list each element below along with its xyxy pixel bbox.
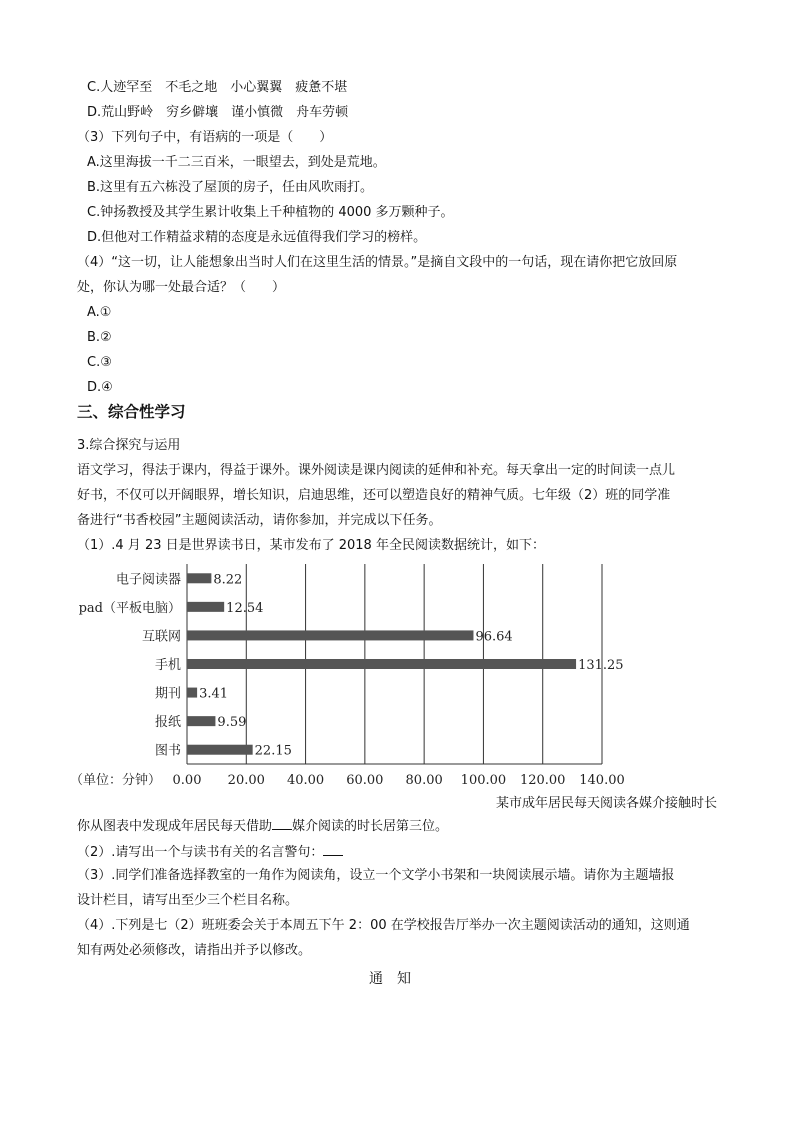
question-3-option-c: C.钟扬教授及其学生累计收集上千种植物的 4000 多万颗种子。 [87, 205, 454, 220]
reading-time-bar-chart [70, 562, 630, 792]
x-tick-label: 60.00 [346, 773, 384, 788]
question-4-line-2: 处，你认为哪一处最合适？（ ） [77, 280, 286, 295]
data-label: 3.41 [199, 686, 229, 702]
data-label: 96.64 [475, 629, 513, 645]
bar [187, 716, 215, 726]
answer-blank-2[interactable] [323, 843, 343, 856]
bar [187, 659, 576, 669]
data-label: 12.54 [226, 600, 264, 616]
bar [187, 602, 224, 612]
part-4-line-1: （4）.下列是七（2）班班委会关于本周五下午 2：00 在学校报告厅举办一次主题阅读活动的通知，这则通 [77, 918, 690, 933]
category-label: 报纸 [154, 715, 181, 731]
question-4-option-c: C.③ [87, 355, 112, 370]
bar [187, 573, 211, 583]
x-tick-label: 100.00 [460, 773, 507, 788]
option-d-line: D.荒山野岭 穷乡僻壤 谨小慎微 舟车劳顿 [87, 105, 349, 120]
unit-label: （单位：分钟） [70, 773, 162, 788]
question-4-option-d: D.④ [87, 380, 113, 395]
category-label: 手机 [154, 658, 181, 673]
data-label: 8.22 [213, 572, 243, 588]
notice-title: 通知 [369, 971, 425, 987]
x-tick-label: 20.00 [227, 773, 265, 788]
part-1-prompt: （1）.4 月 23 日是世界读书日，某市发布了 2018 年全民阅读数据统计，如下： [77, 538, 545, 553]
item-3-title: 3.综合探究与运用 [77, 438, 181, 453]
bar [187, 630, 473, 640]
part-3-line-2: 设计栏目，请写出至少三个栏目名称。 [77, 893, 299, 908]
chart-caption: 某市成年居民每天阅读各媒介接触时长 [495, 796, 717, 811]
option-c-line: C.人迹罕至 不毛之地 小心翼翼 疲惫不堪 [87, 80, 348, 95]
question-4-option-a: A.① [87, 305, 112, 320]
data-label: 131.25 [578, 658, 624, 673]
intro-line-2: 好书，不仅可以开阔眼界，增长知识，启迪思维，还可以塑造良好的精神气质。七年级（2）班的同学准 [77, 488, 671, 503]
question-3-option-a: A.这里海拔一千二三百米，一眼望去，到处是荒地。 [87, 155, 386, 170]
question-4-option-b: B.② [87, 330, 112, 345]
question-4-line-1: （4）“这一切，让人能想象出当时人们在这里生活的情景。”是摘自文段中的一句话，现在请你把它放回原 [77, 255, 678, 270]
bar [187, 688, 197, 698]
x-tick-label: 120.00 [519, 773, 566, 788]
question-3-option-b: B.这里有五六栋没了屋顶的房子，任由风吹雨打。 [87, 180, 374, 195]
part-2-text: （2）.请写出一个与读书有关的名言警句： [77, 845, 324, 860]
part-4-line-2: 知有两处必须修改，请指出并予以修改。 [77, 943, 312, 958]
part-3-line-1: （3）.同学们准备选择教室的一角作为阅读角，设立一个文学小书架和一块阅读展示墙。请你为主题墙报 [77, 868, 675, 883]
x-tick-label: 80.00 [405, 773, 443, 788]
x-tick-label: 0.00 [172, 773, 202, 788]
section-heading: 三、综合性学习 [77, 403, 186, 421]
question-3: （3）下列句子中，有语病的一项是（ ） [77, 130, 333, 145]
part-1-answer-text-b: 媒介阅读的时长居第三位。 [292, 819, 449, 834]
part-1-answer [77, 817, 448, 835]
category-label: 互联网 [141, 629, 181, 645]
x-tick-label: 140.00 [579, 773, 625, 788]
part-1-answer-text-a: 你从图表中发现成年居民每天借助 [77, 819, 273, 834]
part-2-prompt [77, 843, 343, 861]
data-label: 22.15 [254, 743, 292, 759]
bar [187, 745, 253, 755]
intro-line-3: 备进行“书香校园”主题阅读活动，请你参加，并完成以下任务。 [77, 513, 442, 528]
category-label: 电子阅读器 [115, 572, 181, 588]
category-label: 图书 [154, 743, 181, 759]
question-3-option-d: D.但他对工作精益求精的态度是永远值得我们学习的榜样。 [87, 230, 427, 245]
x-tick-label: 40.00 [286, 773, 325, 788]
answer-blank-1[interactable] [272, 817, 292, 830]
category-label: 期刊 [154, 686, 181, 702]
intro-line-1: 语文学习，得法于课内，得益于课外。课外阅读是课内阅读的延伸和补充。每天拿出一定的时间读一点儿 [77, 463, 676, 478]
category-label: pad（平板电脑） [78, 600, 181, 616]
data-label: 9.59 [217, 715, 247, 731]
